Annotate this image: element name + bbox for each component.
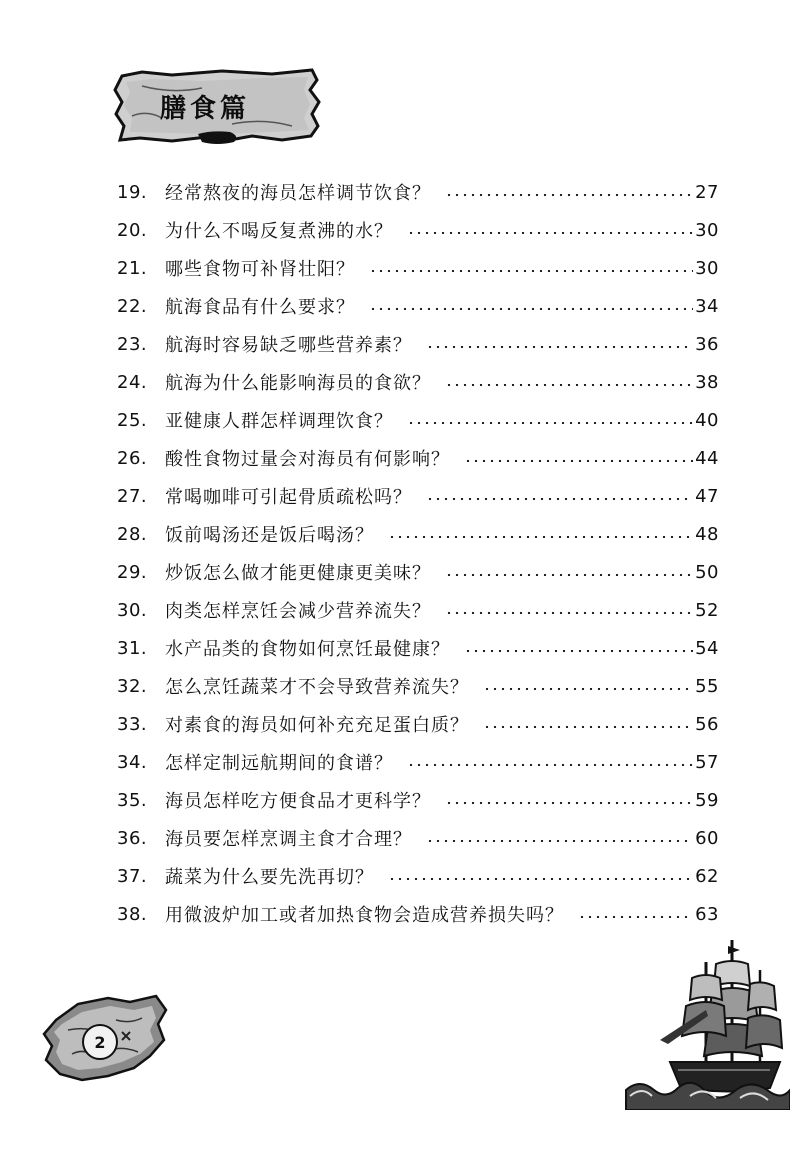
entry-number: 26. (117, 447, 148, 469)
section-title: 膳食篇 (160, 94, 251, 124)
toc-entry[interactable] (117, 706, 719, 742)
toc-entry[interactable] (117, 820, 719, 856)
leader-dots (578, 916, 693, 918)
leader-dots (388, 878, 693, 880)
leader-dots (407, 764, 693, 766)
entry-number: 27. (117, 485, 148, 507)
leader-dots (445, 612, 693, 614)
entry-question: 酸性食物过量会对海员有何影响？ (165, 449, 450, 470)
toc-entry[interactable] (117, 782, 719, 818)
leader-dots (407, 422, 693, 424)
entry-number: 33. (117, 713, 148, 735)
entry-number: 37. (117, 865, 148, 887)
entry-question: 炒饭怎么做才能更健康更美味？ (165, 563, 431, 584)
entry-number: 28. (117, 523, 148, 545)
entry-question: 航海食品有什么要求？ (165, 297, 355, 318)
entry-question: 对素食的海员如何补充充足蛋白质？ (165, 715, 469, 736)
sailing-ship-icon (620, 940, 790, 1110)
entry-question: 怎么烹饪蔬菜才不会导致营养流失？ (165, 677, 469, 698)
toc-entry[interactable] (117, 668, 719, 704)
entry-question: 用微波炉加工或者加热食物会造成营养损失吗？ (165, 905, 564, 926)
leader-dots (388, 536, 693, 538)
toc-entry[interactable] (117, 212, 719, 248)
entry-page: 52 (695, 599, 719, 621)
entry-page: 55 (695, 675, 719, 697)
toc-entry[interactable] (117, 554, 719, 590)
entry-number: 38. (117, 903, 148, 925)
toc-entry[interactable] (117, 440, 719, 476)
toc-entry[interactable] (117, 174, 719, 210)
entry-question: 水产品类的食物如何烹饪最健康？ (165, 639, 450, 660)
leader-dots (407, 232, 693, 234)
toc-entry[interactable] (117, 858, 719, 894)
entry-page: 30 (695, 257, 719, 279)
entry-page: 36 (695, 333, 719, 355)
entry-page: 27 (695, 181, 719, 203)
entry-page: 60 (695, 827, 719, 849)
entry-number: 23. (117, 333, 148, 355)
entry-number: 36. (117, 827, 148, 849)
leader-dots (483, 688, 693, 690)
leader-dots (445, 802, 693, 804)
leader-dots (464, 460, 693, 462)
entry-page: 44 (695, 447, 719, 469)
entry-page: 48 (695, 523, 719, 545)
entry-question: 为什么不喝反复煮沸的水？ (165, 221, 393, 242)
entry-question: 饭前喝汤还是饭后喝汤？ (165, 525, 374, 546)
toc-entry[interactable] (117, 744, 719, 780)
entry-question: 航海为什么能影响海员的食欲？ (165, 373, 431, 394)
entry-page: 62 (695, 865, 719, 887)
page-number: 2 (94, 1032, 106, 1052)
leader-dots (369, 308, 693, 310)
entry-number: 25. (117, 409, 148, 431)
entry-question: 亚健康人群怎样调理饮食？ (165, 411, 393, 432)
entry-page: 30 (695, 219, 719, 241)
leader-dots (369, 270, 693, 272)
leader-dots (426, 840, 693, 842)
toc-entry[interactable] (117, 896, 719, 932)
leader-dots (483, 726, 693, 728)
section-banner (112, 66, 324, 150)
entry-page: 63 (695, 903, 719, 925)
entry-number: 30. (117, 599, 148, 621)
entry-number: 19. (117, 181, 148, 203)
entry-number: 35. (117, 789, 148, 811)
entry-question: 蔬菜为什么要先洗再切？ (165, 867, 374, 888)
toc-entry[interactable] (117, 478, 719, 514)
entry-page: 50 (695, 561, 719, 583)
entry-number: 32. (117, 675, 148, 697)
entry-question: 常喝咖啡可引起骨质疏松吗？ (165, 487, 412, 508)
entry-question: 海员要怎样烹调主食才合理？ (165, 829, 412, 850)
toc-entry[interactable] (117, 516, 719, 552)
toc-entry[interactable] (117, 630, 719, 666)
entry-number: 21. (117, 257, 148, 279)
leader-dots (445, 194, 693, 196)
leader-dots (445, 574, 693, 576)
entry-number: 34. (117, 751, 148, 773)
toc-entry[interactable] (117, 592, 719, 628)
leader-dots (464, 650, 693, 652)
entry-question: 肉类怎样烹饪会减少营养流失？ (165, 601, 431, 622)
toc-entry[interactable] (117, 364, 719, 400)
entry-page: 34 (695, 295, 719, 317)
entry-question: 经常熬夜的海员怎样调节饮食？ (165, 183, 431, 204)
entry-question: 哪些食物可补肾壮阳？ (165, 259, 355, 280)
entry-number: 22. (117, 295, 148, 317)
toc-entry[interactable] (117, 288, 719, 324)
entry-number: 24. (117, 371, 148, 393)
entry-page: 59 (695, 789, 719, 811)
entry-number: 20. (117, 219, 148, 241)
entry-number: 31. (117, 637, 148, 659)
entry-question: 海员怎样吃方便食品才更科学？ (165, 791, 431, 812)
entry-page: 54 (695, 637, 719, 659)
toc-entry[interactable] (117, 326, 719, 362)
entry-question: 航海时容易缺乏哪些营养素？ (165, 335, 412, 356)
leader-dots (426, 346, 693, 348)
toc-entry[interactable] (117, 402, 719, 438)
leader-dots (445, 384, 693, 386)
entry-page: 38 (695, 371, 719, 393)
entry-question: 怎样定制远航期间的食谱？ (165, 753, 393, 774)
leader-dots (426, 498, 693, 500)
entry-page: 57 (695, 751, 719, 773)
entry-page: 47 (695, 485, 719, 507)
toc-entry[interactable] (117, 250, 719, 286)
entry-page: 56 (695, 713, 719, 735)
entry-page: 40 (695, 409, 719, 431)
entry-number: 29. (117, 561, 148, 583)
